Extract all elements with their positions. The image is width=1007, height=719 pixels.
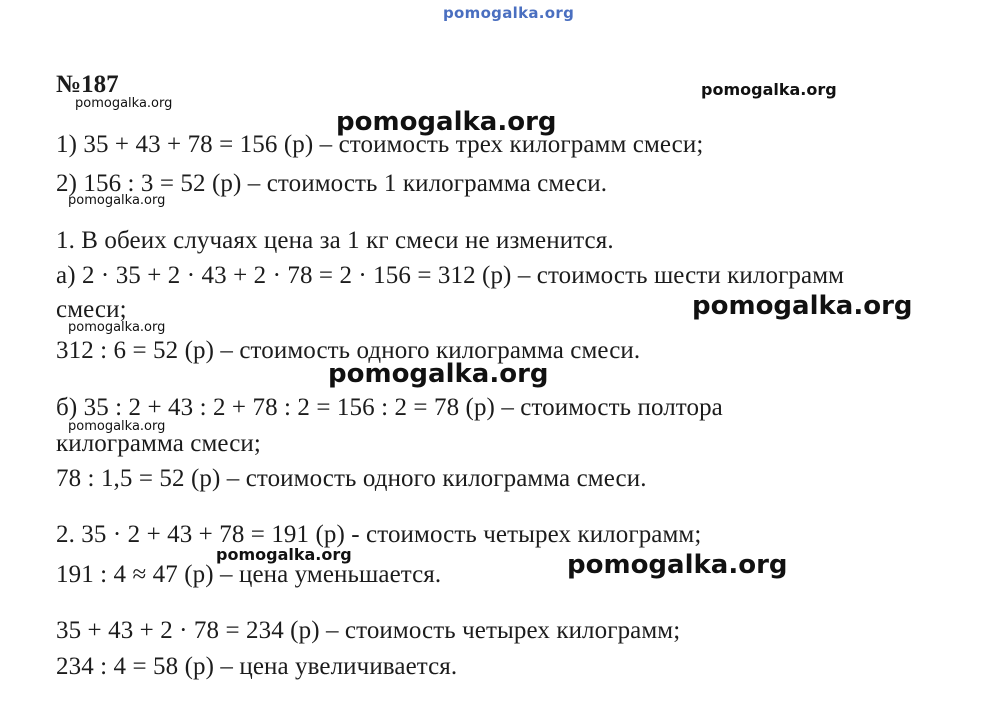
watermark: pomogalka.org <box>68 193 166 208</box>
solution-line: 2) 156 : 3 = 52 (р) – стоимость 1 килограмма смеси. <box>56 170 608 197</box>
solution-line: 312 : 6 = 52 (р) – стоимость одного килограмма смеси. <box>56 337 641 364</box>
watermark: pomogalka.org <box>567 550 788 580</box>
watermark: pomogalka.org <box>336 107 557 137</box>
watermark: pomogalka.org <box>68 320 166 335</box>
solution-line: 1. В обеих случаях цена за 1 кг смеси не изменится. <box>56 227 614 254</box>
solution-line: а) 2 · 35 + 2 · 43 + 2 · 78 = 2 · 156 = 312 (р) – стоимость шести килограмм <box>56 262 845 289</box>
watermark: pomogalka.org <box>75 96 173 111</box>
solution-line: килограмма смеси; <box>56 430 261 457</box>
solution-line: 35 + 43 + 2 · 78 = 234 (р) – стоимость четырех килограмм; <box>56 617 681 644</box>
solution-line: 234 : 4 = 58 (р) – цена увеличивается. <box>56 653 458 680</box>
watermark: pomogalka.org <box>216 545 352 564</box>
watermark: pomogalka.org <box>68 419 166 434</box>
solution-line: б) 35 : 2 + 43 : 2 + 78 : 2 = 156 : 2 = 78 (р) – стоимость полтора <box>56 394 723 421</box>
solution-line: смеси; <box>56 296 127 323</box>
solution-line: 78 : 1,5 = 52 (р) – стоимость одного килограмма смеси. <box>56 465 647 492</box>
solution-line: 1) 35 + 43 + 78 = 156 (р) – стоимость трех килограмм смеси; <box>56 131 704 158</box>
watermark: pomogalka.org <box>692 291 913 321</box>
watermark-top: pomogalka.org <box>443 4 575 22</box>
solution-line: 2. 35 · 2 + 43 + 78 = 191 (р) - стоимость четырех килограмм; <box>56 521 702 548</box>
watermark: pomogalka.org <box>701 80 837 99</box>
watermark: pomogalka.org <box>328 359 549 389</box>
problem-number: №187 <box>56 71 119 98</box>
solution-line: 191 : 4 ≈ 47 (р) – цена уменьшается. <box>56 561 442 588</box>
